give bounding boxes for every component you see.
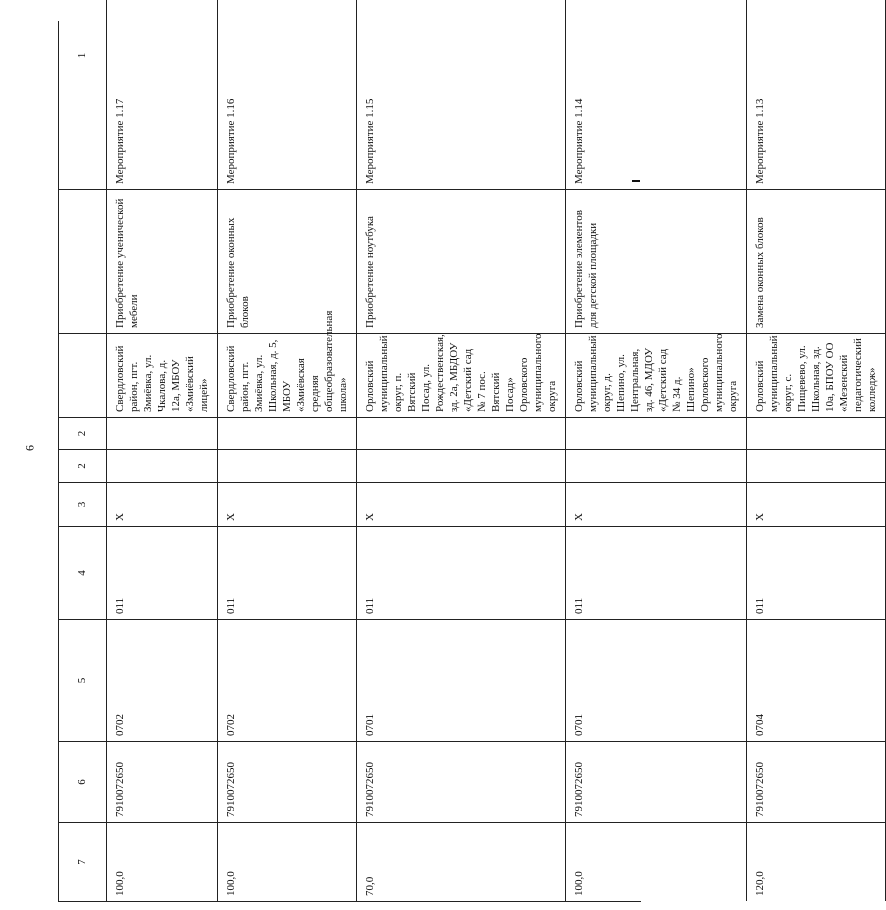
row-1-16-code4: 011 xyxy=(218,526,357,619)
row-1-16-mark: X xyxy=(218,482,357,526)
row-1-16-empty-b xyxy=(218,417,357,449)
header-col-5: 3 xyxy=(59,482,107,526)
row-1-15-code6: 7910072650 xyxy=(357,741,566,822)
row-1-13-mark: X xyxy=(747,482,886,526)
row-1-15-code5: 0701 xyxy=(357,619,566,741)
row-1-17-code6: 7910072650 xyxy=(107,741,218,822)
header-col-7: 2 xyxy=(59,417,107,449)
row-1-14-empty-a xyxy=(566,449,747,482)
row-1-14-address: Орловский муниципальный округ, д. Шепино, ул. Центральная, зд. 46, МДОУ «Детский сад № 34 д. Шепино» Орловского муниципального округа xyxy=(566,333,747,417)
header-col-4: 4 xyxy=(59,526,107,619)
row-1-17-code5: 0702 xyxy=(107,619,218,741)
row-1-14-code5: 0701 xyxy=(566,619,747,741)
row-1-17-code4: 011 xyxy=(107,526,218,619)
row-1-15-id: Мероприятие 1.15 xyxy=(357,0,566,189)
header-col-1: 7 xyxy=(59,822,107,901)
row-1-13-id: Мероприятие 1.13 xyxy=(747,0,886,189)
row-1-16-value: 100,0 xyxy=(218,822,357,901)
row-1-14-empty-b xyxy=(566,417,747,449)
row-1-14-code6: 7910072650 xyxy=(566,741,747,822)
row-1-16-code5: 0702 xyxy=(218,619,357,741)
row-1-13-name: Замена оконных блоков xyxy=(747,189,886,333)
row-1-15-empty-a xyxy=(357,449,566,482)
header-col-9 xyxy=(59,189,107,333)
row-1-16-name: Приобретение оконных блоков xyxy=(218,189,357,333)
row-1-15-mark: X xyxy=(357,482,566,526)
row-1-13-empty-a xyxy=(747,449,886,482)
row-1-13-address: Орловский муниципальный округ, с. Пищевево, ул. Школьная, зд. 10а, БПОУ ОО «Мезенский педагогический колледж» xyxy=(747,333,886,417)
header-col-3: 5 xyxy=(59,619,107,741)
row-1-14-code4: 011 xyxy=(566,526,747,619)
header-col-10: 1 xyxy=(59,0,107,189)
header-col-6: 2 xyxy=(59,449,107,482)
row-1-17-mark: X xyxy=(107,482,218,526)
row-1-13-value: 120,0 xyxy=(747,822,886,901)
row-1-17-value: 100,0 xyxy=(107,822,218,901)
row-1-14-mark: X xyxy=(566,482,747,526)
row-1-17-name: Приобретение ученической мебели xyxy=(107,189,218,333)
row-1-17-address: Свердловский район, пгт. Змиёвка, ул. Чкалова, д. 12а, МБОУ «Змиёвский лицей» xyxy=(107,333,218,417)
header-col-2: 6 xyxy=(59,741,107,822)
row-1-13-code4: 011 xyxy=(747,526,886,619)
row-1-16-address: Свердловский район, пгт. Змиёвка, ул. Школьная, д. 5, МБОУ «Змиёвская средняя общеобразовательная школа» xyxy=(218,333,357,417)
row-1-14-id: Мероприятие 1.14 xyxy=(566,0,747,189)
row-1-15-name: Приобретение ноутбука xyxy=(357,189,566,333)
rotated-table-frame xyxy=(58,22,878,902)
row-1-15-code4: 011 xyxy=(357,526,566,619)
row-1-16-code6: 7910072650 xyxy=(218,741,357,822)
row-1-17-id: Мероприятие 1.17 xyxy=(107,0,218,189)
row-1-15-empty-b xyxy=(357,417,566,449)
row-1-13-empty-b xyxy=(747,417,886,449)
row-1-13-code6: 7910072650 xyxy=(747,741,886,822)
row-1-14-value: 100,0 xyxy=(566,822,747,901)
row-1-15-value: 70,0 xyxy=(357,822,566,901)
row-1-17-empty-b xyxy=(107,417,218,449)
row-1-14-name: Приобретение элементов для детской площадки xyxy=(566,189,747,333)
header-col-8 xyxy=(59,333,107,417)
page-number: 6 xyxy=(22,445,37,451)
row-1-13-code5: 0704 xyxy=(747,619,886,741)
row-1-16-id: Мероприятие 1.16 xyxy=(218,0,357,189)
measures-table xyxy=(58,21,878,902)
row-1-17-empty-a xyxy=(107,449,218,482)
row-1-15-address: Орловский муниципальный округ, п. Вятский Посад, ул. Рождественская, зд. 2а, МБДОУ «Детский сад № 7 пос. Вятский Посад» Орловского муниципального округа xyxy=(357,333,566,417)
row-1-16-empty-a xyxy=(218,449,357,482)
